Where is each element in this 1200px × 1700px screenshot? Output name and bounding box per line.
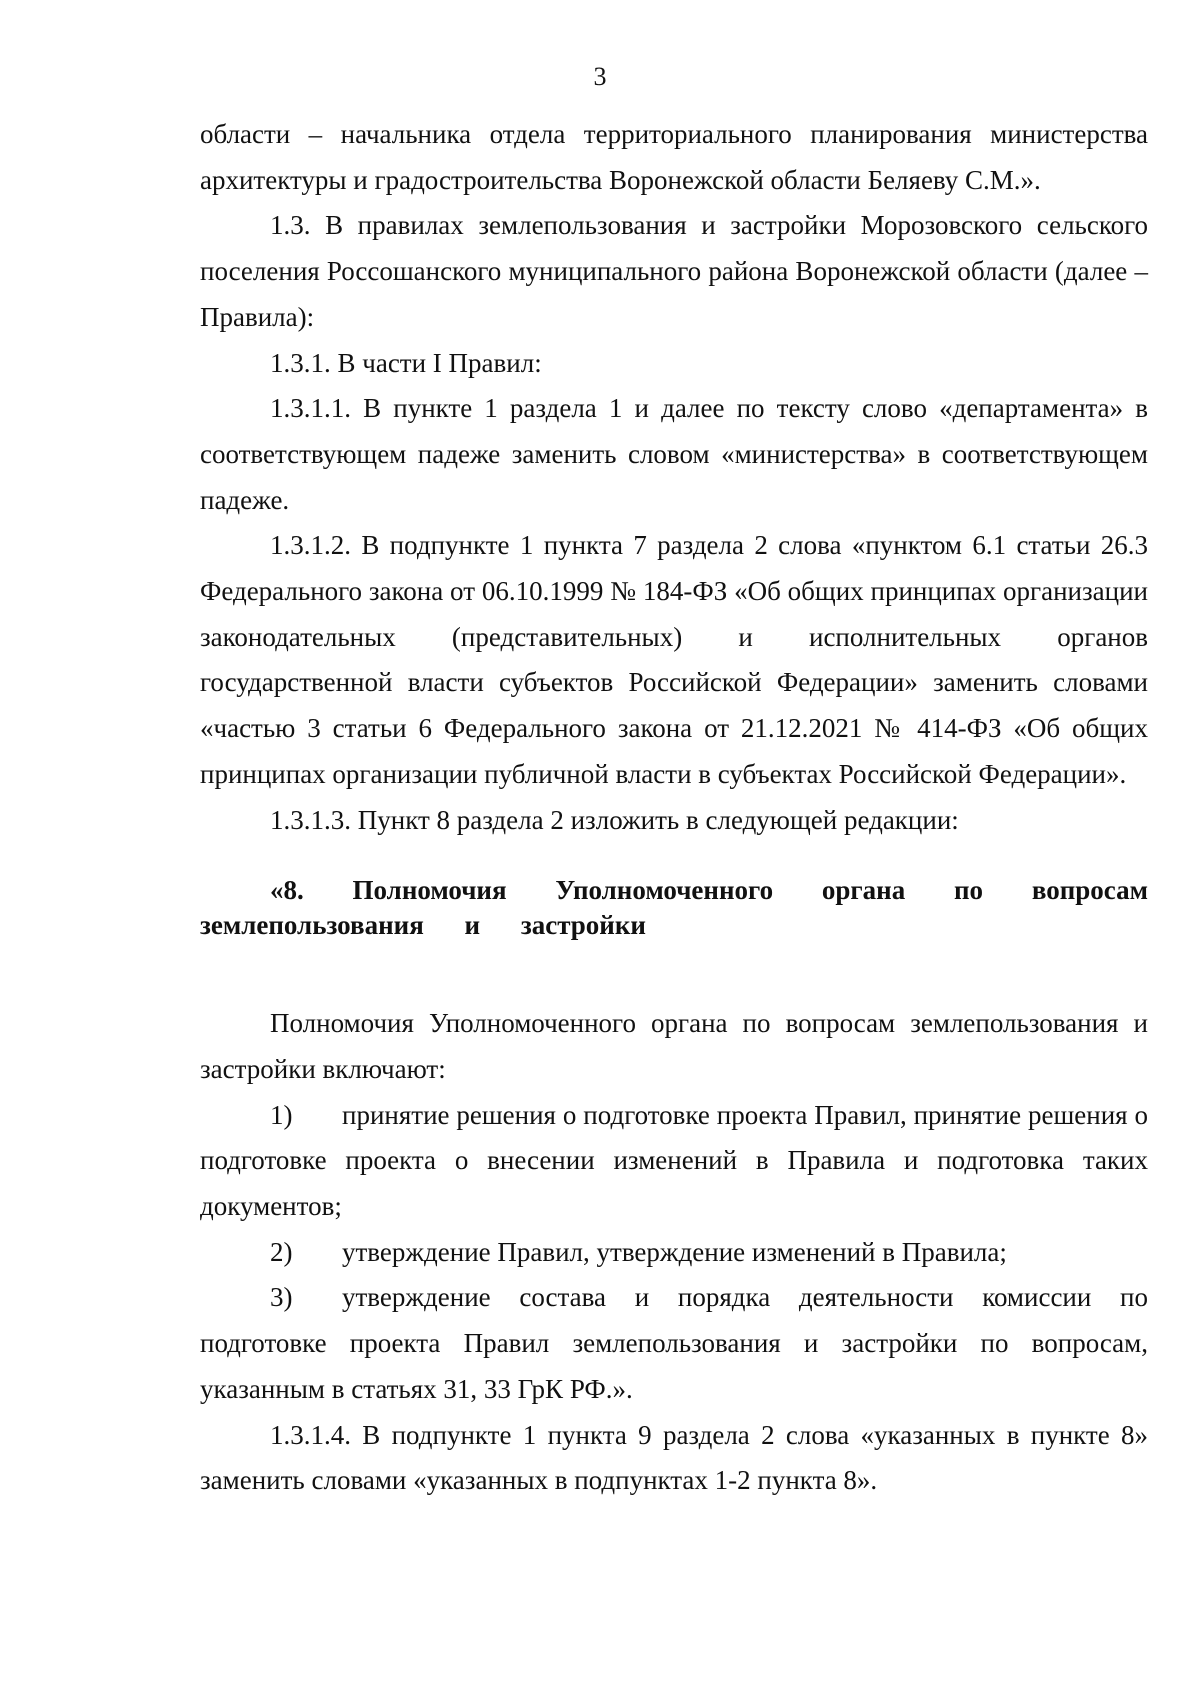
paragraph-1-3-1-4: 1.3.1.4. В подпункте 1 пункта 9 раздела 2 слова «указанных в пункте 8» заменить словами «указанных в подпунктах 1-2 пункта 8». bbox=[200, 1419, 1148, 1496]
paragraph-1-3-1-1: 1.3.1.1. В пункте 1 раздела 1 и далее по тексту слово «департамента» в соответствующем падеже заменить словом «министерства» в соответствующем падеже. bbox=[200, 393, 1148, 515]
paragraph-1-3: 1.3. В правилах землепользования и застройки Морозовского сельского поселения Россошанского муниципального района Воронежской области (далее – Правила): bbox=[200, 210, 1148, 332]
list-item-3 bbox=[200, 1275, 1148, 1412]
paragraph-continuation: области – начальника отдела территориального планирования министерства архитектуры и градостроительства Воронежской области Беляеву С.М.». bbox=[200, 119, 1148, 195]
page-number: 3 bbox=[593, 62, 607, 91]
heading-spacer bbox=[200, 943, 1148, 1001]
list-item-text: принятие решения о подготовке проекта Правил, принятие решения о подготовке проекта о внесении изменений в Правила и подготовка таких документов; bbox=[200, 1099, 1148, 1222]
list-item-2 bbox=[200, 1230, 1148, 1276]
list-item-text: утверждение состава и порядка деятельности комиссии по подготовке проекта Правил землепользования и застройки по вопросам, указанным в статьях 31, 33 ГрК РФ.». bbox=[200, 1282, 1148, 1404]
section-heading: «8. Полномочия Уполномоченного органа по вопросам землепользования и застройки bbox=[200, 875, 1148, 941]
list-item-1 bbox=[200, 1093, 1148, 1230]
list-item-number: 2) bbox=[270, 1236, 293, 1267]
list-item-number: 3) bbox=[270, 1282, 293, 1313]
paragraph-1-3-1-2: 1.3.1.2. В подпункте 1 пункта 7 раздела 2 слова «пунктом 6.1 статьи 26.3 Федерального закона от 06.10.1999 № 184-ФЗ «Об общих принципах организации законодательных (представительных) и исполнительных органов государственной власти субъектов Российской Федерации» заменить словами «частью 3 статьи 6 Федерального закона от 21.12.2021 № 414-ФЗ «Об общих принципах организации публичной власти в субъектах Российской Федерации». bbox=[200, 530, 1148, 789]
list-item-number: 1) bbox=[270, 1099, 293, 1130]
document-body bbox=[200, 112, 1148, 1504]
paragraph-1-3-1: 1.3.1. В части I Правил: bbox=[270, 347, 542, 378]
intro-paragraph: Полномочия Уполномоченного органа по вопросам землепользования и застройки включают: bbox=[200, 1008, 1148, 1084]
list-item-text: утверждение Правил, утверждение изменений в Правила; bbox=[342, 1236, 1007, 1267]
paragraph-1-3-1-3: 1.3.1.3. Пункт 8 раздела 2 изложить в следующей редакции: bbox=[270, 804, 959, 835]
